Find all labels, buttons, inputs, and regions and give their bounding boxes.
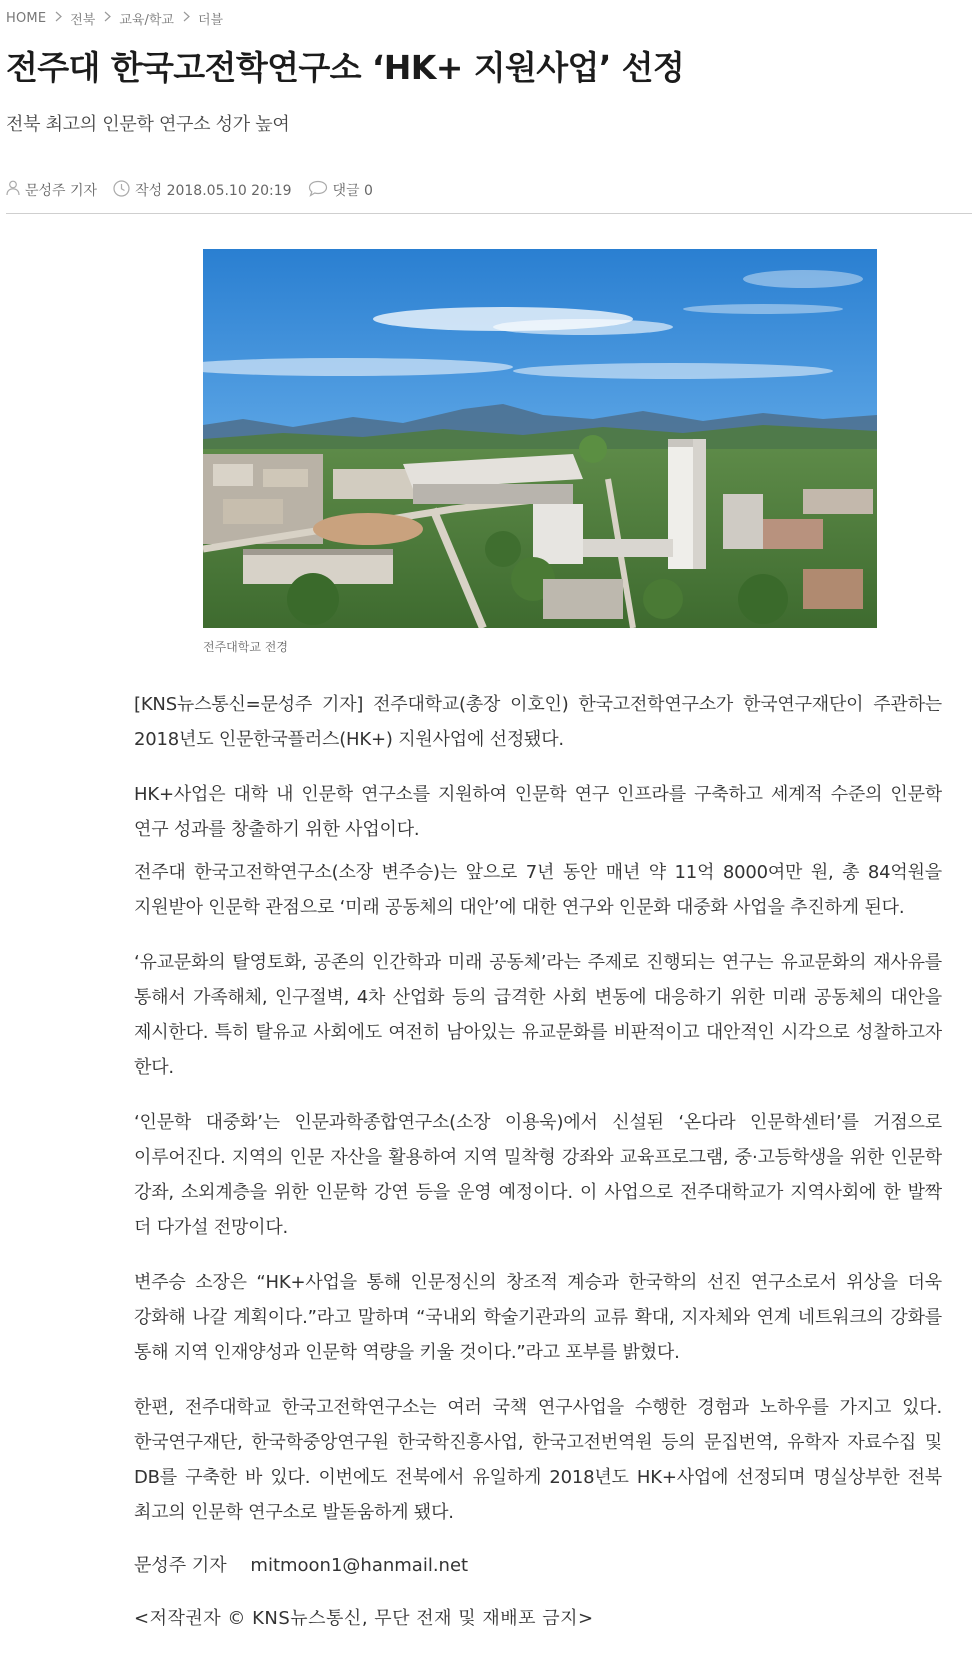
article-paragraph: ‘인문학 대중화’는 인문과학종합연구소(소장 이용욱)에서 신설된 ‘온다라 인문학센터’를 거점으로 이루어진다. 지역의 인문 자산을 활용하여 지역 밀착형 강좌와 교육프로그램, 중·고등학생을 위한 인문학 강좌, 소외계층을 위한 인문학 강연 등을 운영 예정이다. 이 사업으로 전주대학교가 지역사회에 한 발짝 더 다가설 전망이다. [134, 1112, 942, 1238]
breadcrumb-item-category[interactable]: 교육/학교 [119, 12, 174, 28]
date-info [113, 180, 291, 201]
publish-date: 작성 2018.05.10 20:19 [135, 183, 292, 199]
person-icon [6, 180, 25, 200]
article-paragraph: [KNS뉴스통신=문성주 기자] 전주대학교(총장 이호인) 한국고전학연구소가 한국연구재단이 주관하는 2018년도 인문한국플러스(HK+) 지원사업에 선정됐다. [134, 694, 942, 750]
comment-icon [308, 180, 333, 201]
copyright-notice: <저작권자 © KNS뉴스통신, 무단 전재 및 재배포 금지> [134, 1608, 594, 1629]
article-paragraph: ‘유교문화의 탈영토화, 공존의 인간학과 미래 공동체’라는 주제로 진행되는 연구는 유교문화의 재사유를 통해서 가족해체, 인구절벽, 4차 산업화 등의 급격한 사회 변동에 대응하기 위한 미래 공동체의 대안을 제시한다. 특히 탈유교 사회에도 여전히 남아있는 유교문화를 비판적이고 대안적인 시각으로 성찰하고자 한다. [134, 952, 942, 1078]
byline-name: 문성주 기자 [134, 1555, 227, 1576]
breadcrumb-item-section[interactable]: 더블 [198, 12, 224, 28]
article-paragraph: 전주대 한국고전학연구소(소장 변주승)는 앞으로 7년 동안 매년 약 11억 8000여만 원, 총 84억원을 지원받아 인문학 관점으로 ‘미래 공동체의 대안’에 대한 연구와 인문화 대중화 사업을 추진하게 된다. [134, 862, 942, 918]
article-subtitle: 전북 최고의 인문학 연구소 성가 높여 [6, 114, 290, 135]
article-meta [6, 180, 389, 200]
comment-count[interactable]: 댓글 0 [332, 183, 373, 199]
author-info [6, 180, 97, 200]
article-body [134, 687, 942, 1636]
photo-caption: 전주대학교 전경 [203, 640, 288, 654]
clock-icon [113, 180, 135, 201]
breadcrumb-home[interactable]: HOME [6, 10, 47, 26]
chevron-right-icon [55, 11, 62, 26]
chevron-right-icon [104, 11, 111, 26]
byline [134, 1548, 942, 1583]
article-paragraph: 한편, 전주대학교 한국고전학연구소는 여러 국책 연구사업을 수행한 경험과 노하우를 가지고 있다. 한국연구재단, 한국학중앙연구원 한국학진흥사업, 한국고전번역원 등의 문집번역, 유학자 자료수집 및 DB를 구축한 바 있다. 이번에도 전북에서 유일하게 2018년도 HK+사업에 선정되며 명실상부한 전북 최고의 인문학 연구소로 발돋움하게 됐다. [134, 1397, 942, 1523]
author-name[interactable]: 문성주 기자 [25, 183, 98, 199]
article-paragraph: 변주승 소장은 “HK+사업을 통해 인문정신의 창조적 계승과 한국학의 선진 연구소로서 위상을 더욱 강화해 나갈 계획이다.”라고 말하며 “국내외 학술기관과의 교류 확대, 지자체와 연계 네트워크의 강화를 통해 지역 인재양성과 인문학 역량을 키울 것이다.”라고 포부를 밝혔다. [134, 1272, 942, 1363]
chevron-right-icon [183, 11, 190, 26]
article-title: 전주대 한국고전학연구소 ‘HK+ 지원사업’ 선정 [6, 48, 685, 87]
comment-info[interactable] [308, 180, 373, 201]
breadcrumb [6, 8, 223, 28]
breadcrumb-item-region[interactable]: 전북 [70, 12, 96, 28]
header-divider [6, 213, 972, 214]
article-photo [203, 249, 877, 628]
article-paragraph: HK+사업은 대학 내 인문학 연구소를 지원하여 인문학 연구 인프라를 구축하고 세계적 수준의 인문학 연구 성과를 창출하기 위한 사업이다. [134, 784, 942, 840]
byline-email[interactable]: mitmoon1@hanmail.net [250, 1555, 469, 1576]
